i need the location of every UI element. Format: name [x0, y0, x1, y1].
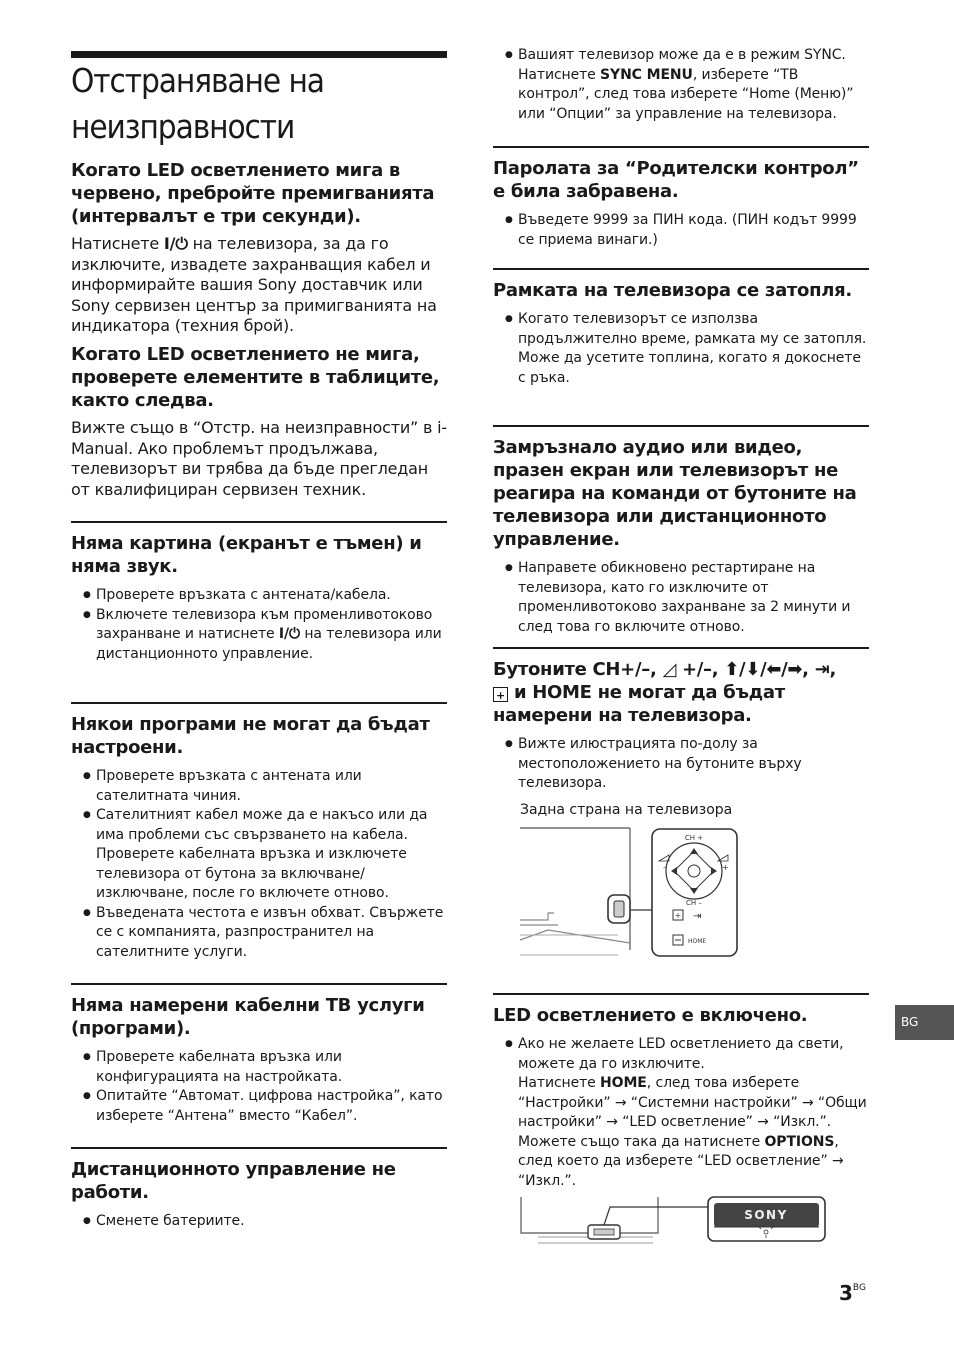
section-heading: Рамката на телевизора се затопля.	[493, 280, 852, 301]
label-home: HOME	[688, 938, 707, 945]
power-icon: I/⏻	[163, 234, 188, 253]
figure-caption: Задна страна на телевизора	[520, 802, 733, 818]
volume-icon: ◿	[662, 659, 676, 680]
sync-note	[493, 38, 869, 124]
list-item: ● Вижте илюстрацията по-долу за местоположението на бутоните върху телевизора.	[493, 735, 869, 794]
section-parental-password	[493, 146, 869, 250]
svg-text:+: +	[722, 863, 729, 872]
list-item: ● Въведената честота е извън обхват. Свържете се с компанията, разпространител на сателитните услуги.	[71, 904, 447, 963]
section-led-on	[493, 993, 869, 1191]
section-heading: LED осветлението е включено.	[493, 1005, 808, 1026]
sony-led-figure	[518, 1195, 830, 1247]
section-no-picture	[71, 521, 447, 664]
lead2-text: Вижте също в “Отстр. на неизправности” в i-Manual. Ако проблемът продължава, телевизорът ви трябва да бъде прегледан от квалифициран сервизен техник.	[71, 418, 447, 499]
list-item: ● Направете обикновено рестартиране на телевизора, като го изключите от променливотоково захранване за 2 минути и след това го включите отново.	[493, 559, 869, 637]
language-tab: BG	[895, 1005, 954, 1040]
section-heading: Няма картина (екранът е тъмен) и няма звук.	[71, 533, 422, 577]
lead1-heading: Когато LED осветлението мига в червено, пребройте премигванията (интервалът е три секунди).	[71, 160, 435, 227]
input-icon: ⇥	[814, 659, 830, 680]
page-number: $3^{BG}$	[839, 1281, 866, 1305]
section-heading: Замръзнало аудио или видео, празен екран или телевизорът не реагира на команди от бутоните на телевизора или дистанционното управление.	[493, 437, 857, 550]
svg-text:⇥: ⇥	[693, 911, 702, 922]
lead2-heading: Когато LED осветлението не мига, проверете елементите в таблиците, както следва.	[71, 344, 440, 411]
label-ch-minus: CH –	[686, 899, 702, 907]
sony-logo: SONY	[744, 1208, 788, 1222]
section-heading: Някои програми не могат да бъдат настроени.	[71, 714, 430, 758]
list-item: ● Проверете връзката с антената/кабела.	[71, 586, 447, 606]
power-icon: I/⏻	[278, 626, 301, 642]
list-item: ● Въведете 9999 за ПИН кода. (ПИН кодът 9999 се приема винаги.)	[493, 211, 869, 250]
section-remote-not-working	[71, 1147, 447, 1232]
options-icon: +	[493, 687, 508, 702]
section-heading: Дистанционното управление не работи.	[71, 1159, 396, 1203]
list-item: ● Когато телевизорът се използва продължително време, рамката му се затопля. Може да усетите топлина, когато я докоснете с ръка.	[493, 310, 869, 388]
arrows-icon: ⬆/⬇/⬅/➡,	[724, 659, 815, 680]
svg-text:+: +	[674, 911, 682, 920]
tv-buttons-figure	[518, 825, 740, 960]
section-programs-not-tuned	[71, 702, 447, 962]
section-buttons-not-found	[493, 647, 869, 794]
page-title: Отстраняване на неизправности	[71, 61, 324, 146]
list-item: ● Сателитният кабел може да е накъсо или да има проблеми със свързването на кабела. Проверете кабелната връзка и изключете телевизора от бутона за включване/изключване, после го включете отново.	[71, 806, 447, 904]
label-ch-plus: CH +	[684, 834, 704, 842]
section-frame-heats	[493, 268, 869, 388]
svg-text:–: –	[663, 863, 667, 872]
list-item: ● Включете телевизора към променливотоково захранване и натиснете I/⏻ на телевизора или дистанционното управление.	[71, 606, 447, 665]
section-heading: Паролата за “Родителски контрол” е била забравена.	[493, 158, 859, 202]
list-item: ● Опитайте “Автомат. цифрова настройка”, като изберете “Антена” вместо “Кабел”.	[71, 1087, 447, 1126]
section-frozen	[493, 425, 869, 637]
list-item: ● Проверете връзката с антената или сателитната чиния.	[71, 767, 447, 806]
section-heading: Бутоните CH+/–, ◿ +/–, ⬆/⬇/⬅/➡, ⇥, + и HOME не могат да бъдат намерени на телевизора.	[493, 659, 837, 726]
lead1-text: Натиснете I/⏻ на телевизора, за да го изключите, извадете захранващия кабел и информирайте вашия Sony доставчик или Sony сервизен център за примигванията на индикатора (техния брой).	[71, 234, 437, 335]
list-item: ● Проверете кабелната връзка или конфигурацията на настройката.	[71, 1048, 447, 1087]
list-item: ● Сменете батериите.	[71, 1212, 447, 1232]
list-item: ● Вашият телевизор може да е в режим SYNC. Натиснете SYNC MENU, изберете “ТВ контрол”, след това изберете “Home (Меню)” или “Опции” за управление на телевизора.	[493, 46, 869, 124]
section-no-cable-services	[71, 983, 447, 1126]
title-rule	[71, 51, 447, 58]
section-heading: Няма намерени кабелни ТВ услуги (програми).	[71, 995, 425, 1039]
list-item: ● Ако не желаете LED осветлението да свети, можете да го изключите. Натиснете HOME, след това изберете “Настройки” → “Системни настройки” → “Общи настройки” → “LED осветление” → “Изкл.”. Можете също така да натиснете OPTIONS, след което да изберете “LED осветление” → “Изкл.”.	[493, 1035, 869, 1191]
